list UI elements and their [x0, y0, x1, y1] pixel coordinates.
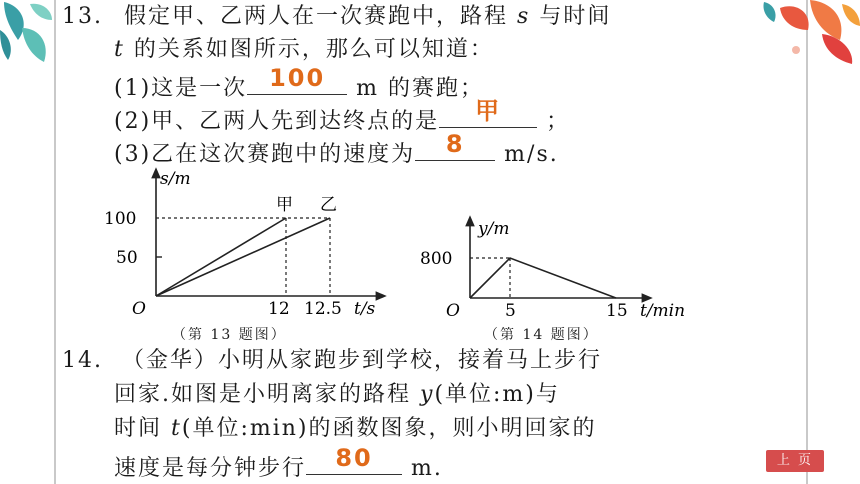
leaf-decoration-right	[760, 0, 860, 66]
fig14-y-label: y/m	[478, 219, 510, 239]
q14-blank	[306, 444, 402, 475]
fig13-label-jia: 甲	[276, 195, 293, 215]
left-border-line	[54, 0, 56, 484]
q14-line-2	[114, 380, 560, 410]
fig14-y-tick-800: 800	[420, 249, 453, 269]
q13-blank-3	[415, 130, 495, 161]
right-border-line	[806, 0, 808, 484]
q13-var-t: t	[114, 37, 125, 62]
q14-line-3	[114, 414, 597, 444]
figure-14	[416, 212, 716, 322]
q13-number: 13.	[62, 4, 103, 29]
q13-line-1	[62, 2, 611, 32]
q14-text-2-pre: 回家.如图是小明离家的路程	[114, 382, 411, 407]
fig13-line-yi	[156, 218, 330, 296]
fig13-y-tick-100: 100	[104, 209, 137, 229]
q13-blank-2	[439, 97, 537, 128]
q13-answer-1: 100	[269, 64, 326, 92]
leaf-decoration-left	[0, 0, 60, 70]
q14-var-y: y	[420, 382, 435, 407]
q13-item-3-post: m/s.	[504, 142, 559, 167]
q14-line-1	[62, 346, 602, 376]
fig13-line-jia	[156, 218, 286, 296]
fig13-caption: （第 13 题图）	[172, 327, 287, 343]
prev-page-button[interactable]: 上 页	[766, 450, 824, 472]
fig13-y-tick-50: 50	[116, 248, 138, 268]
fig14-caption: （第 14 题图）	[484, 327, 599, 343]
q14-text-1: （金华）小明从家跑步到学校，接着马上步行	[122, 348, 603, 373]
q14-number: 14.	[62, 348, 103, 373]
q14-answer: 80	[335, 444, 373, 472]
fig13-label-yi: 乙	[320, 195, 337, 215]
q13-text-2: 的关系如图所示，那么可以知道：	[133, 37, 494, 62]
q13-item-1-pre: (1)这是一次	[114, 76, 248, 101]
q14-text-3-post: (单位:min)的函数图象，则小明回家的	[181, 416, 597, 441]
q13-blank-1	[247, 64, 347, 95]
q13-item-1	[114, 64, 485, 104]
q13-item-2-post: ；	[546, 109, 571, 134]
q14-line-4	[114, 444, 443, 484]
fig14-x-tick-15: 15	[606, 301, 628, 321]
q14-text-3-pre: 时间	[114, 416, 163, 441]
fig13-x-tick-12: 12	[268, 299, 290, 319]
q14-text-4-pre: 速度是每分钟步行	[114, 456, 307, 481]
q13-item-2	[114, 97, 571, 137]
fig13-origin: O	[132, 299, 146, 319]
fig14-x-tick-5: 5	[505, 301, 516, 321]
q13-item-2-pre: (2)甲、乙两人先到达终点的是	[114, 109, 440, 134]
q13-item-1-post: m 的赛跑；	[356, 76, 485, 101]
q13-item-3-pre: (3)乙在这次赛跑中的速度为	[114, 142, 416, 167]
figure-13	[100, 162, 400, 322]
fig13-x-label: t/s	[354, 299, 376, 319]
q13-line-2	[114, 35, 494, 65]
fig13-x-tick-12-5: 12.5	[304, 299, 342, 319]
fig14-line	[470, 258, 616, 298]
q13-text-1b: 与时间	[539, 4, 612, 29]
q13-answer-2: 甲	[475, 97, 502, 125]
q13-var-s: s	[517, 4, 531, 29]
q14-var-t: t	[171, 416, 182, 441]
q14-text-4-post: m.	[411, 456, 443, 481]
fig14-x-label: t/min	[640, 301, 686, 321]
fig14-origin: O	[446, 301, 460, 321]
q14-text-2-post: (单位:m)与	[434, 382, 560, 407]
q13-text-1: 假定甲、乙两人在一次赛跑中，路程	[124, 4, 509, 29]
q13-answer-3: 8	[445, 130, 465, 158]
fig13-y-label: s/m	[160, 169, 191, 189]
